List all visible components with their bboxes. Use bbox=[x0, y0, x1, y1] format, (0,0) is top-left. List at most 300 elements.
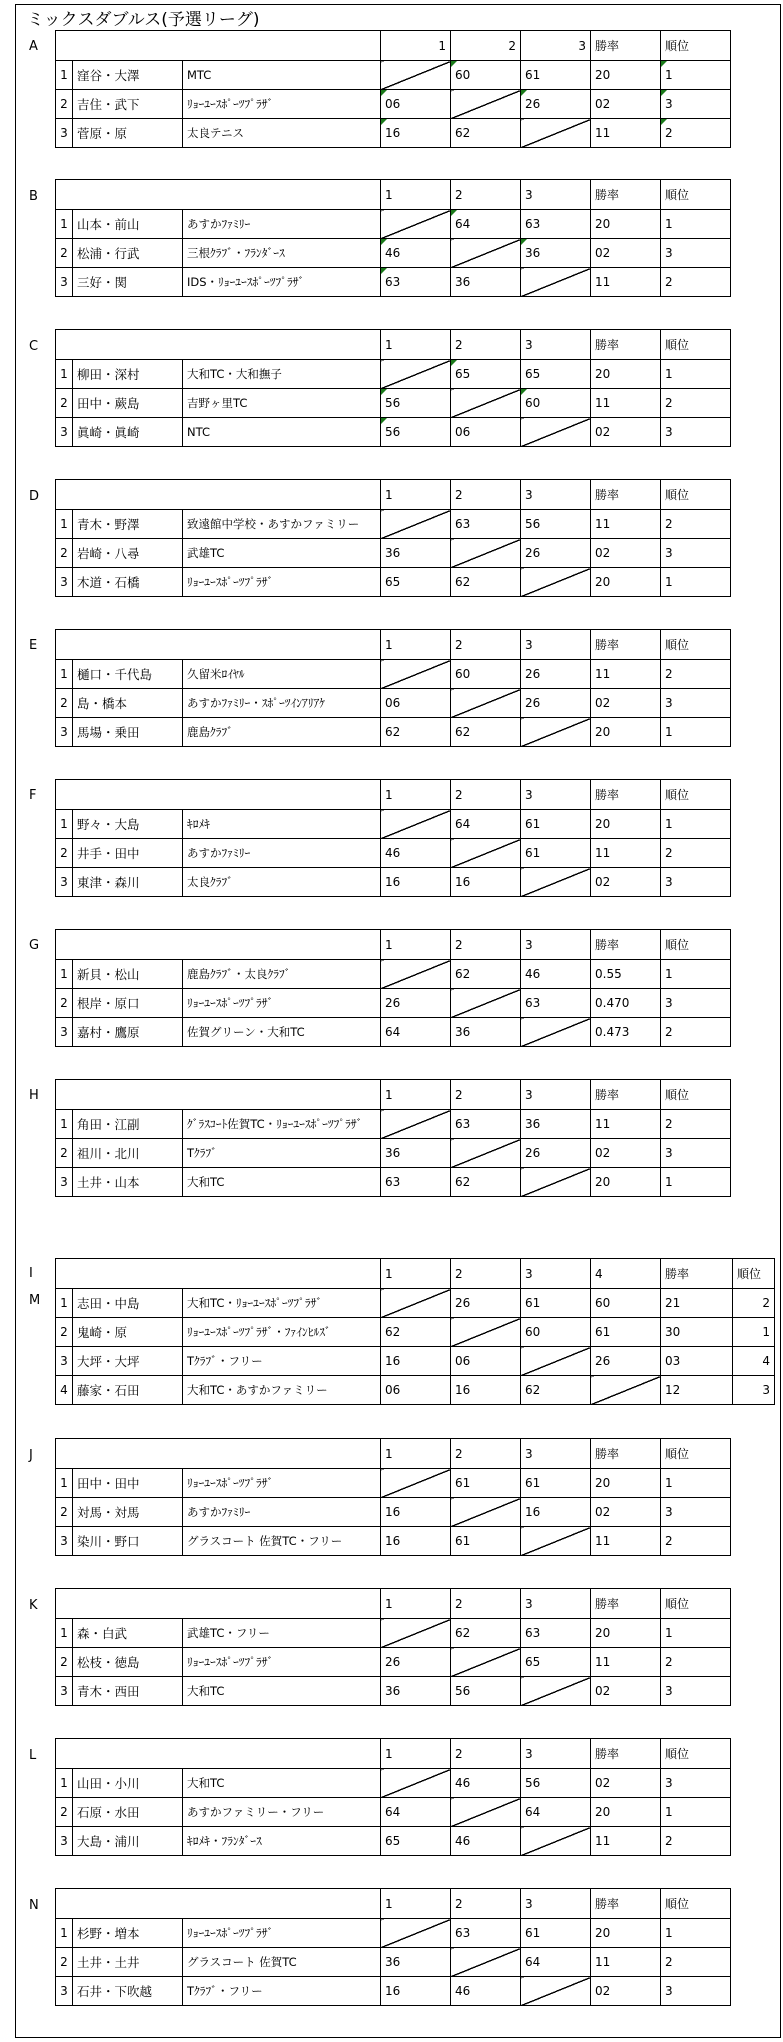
score-cell bbox=[451, 1318, 521, 1347]
club-name: 武雄TC・フリー bbox=[183, 1619, 381, 1648]
entry-number: 3 bbox=[56, 268, 73, 297]
club-name: ﾘｮｰﾕｰｽﾎﾟｰﾂﾌﾟﾗｻﾞ・ﾌｧｲﾝﾋﾙｽﾞ bbox=[183, 1318, 381, 1347]
win-rate: 20 bbox=[591, 1168, 661, 1197]
header-opponent-1: 1 bbox=[381, 1259, 451, 1289]
header-rank: 順位 bbox=[661, 1739, 731, 1769]
win-rate: 12 bbox=[661, 1376, 733, 1405]
club-name: ﾘｮｰﾕｰｽﾎﾟｰﾂﾌﾟﾗｻﾞ bbox=[183, 989, 381, 1018]
club-name: Tｸﾗﾌﾞ bbox=[183, 1139, 381, 1168]
win-rate: 20 bbox=[591, 1798, 661, 1827]
entry-number: 4 bbox=[56, 1376, 73, 1405]
entry-number: 1 bbox=[56, 1469, 73, 1498]
score-cell bbox=[381, 1769, 451, 1798]
score-cell: 63 bbox=[521, 989, 591, 1018]
rank: 2 bbox=[661, 1527, 731, 1556]
header-blank bbox=[56, 1589, 381, 1619]
score-cell: 62 bbox=[451, 1619, 521, 1648]
entry-number: 3 bbox=[56, 418, 73, 447]
score-cell: 64 bbox=[381, 1798, 451, 1827]
comment-marker-icon bbox=[381, 418, 387, 424]
score-cell bbox=[381, 61, 451, 90]
table-row bbox=[56, 568, 731, 597]
win-rate: 02 bbox=[591, 689, 661, 718]
entry-number: 2 bbox=[56, 389, 73, 418]
entry-number: 3 bbox=[56, 119, 73, 148]
score-cell bbox=[451, 1648, 521, 1677]
header-opponent-4: 4 bbox=[591, 1259, 661, 1289]
header-row bbox=[56, 1889, 731, 1919]
win-rate: 02 bbox=[591, 1677, 661, 1706]
entry-number: 2 bbox=[56, 1798, 73, 1827]
win-rate: 11 bbox=[591, 1948, 661, 1977]
player-pair: 青木・野澤 bbox=[73, 510, 183, 539]
club-name: ﾘｮｰﾕｰｽﾎﾟｰﾂﾌﾟﾗｻﾞ bbox=[183, 90, 381, 119]
comment-marker-icon bbox=[381, 119, 387, 125]
club-name: あすかﾌｧﾐﾘｰ・ｽﾎﾟｰﾂｲﾝｱﾘｱｹ bbox=[183, 689, 381, 718]
table-row bbox=[56, 1527, 731, 1556]
entry-number: 1 bbox=[56, 1110, 73, 1139]
win-rate: 02 bbox=[591, 868, 661, 897]
score-cell: 63 bbox=[521, 210, 591, 239]
club-name: 大和TC・大和撫子 bbox=[183, 360, 381, 389]
table-row bbox=[56, 239, 731, 268]
score-cell: 46 bbox=[381, 839, 451, 868]
score-cell: 56 bbox=[381, 418, 451, 447]
club-name: ﾘｮｰﾕｰｽﾎﾟｰﾂﾌﾟﾗｻﾞ bbox=[183, 568, 381, 597]
header-win-rate: 勝率 bbox=[591, 330, 661, 360]
score-cell: 36 bbox=[451, 268, 521, 297]
header-opponent-2: 2 bbox=[451, 1439, 521, 1469]
score-cell: 63 bbox=[521, 1619, 591, 1648]
header-rank: 順位 bbox=[661, 630, 731, 660]
table-row bbox=[56, 210, 731, 239]
score-cell bbox=[451, 239, 521, 268]
header-rank: 順位 bbox=[661, 31, 731, 61]
entry-number: 2 bbox=[56, 90, 73, 119]
win-rate: 11 bbox=[591, 1648, 661, 1677]
header-opponent-2: 2 bbox=[451, 180, 521, 210]
header-opponent-2: 2 bbox=[451, 630, 521, 660]
rank: 1 bbox=[661, 1919, 731, 1948]
header-win-rate: 勝率 bbox=[591, 1439, 661, 1469]
club-name: 鹿島ｸﾗﾌﾞ bbox=[183, 718, 381, 747]
table-row bbox=[56, 1798, 731, 1827]
header-opponent-1: 1 bbox=[381, 630, 451, 660]
header-opponent-1: 1 bbox=[381, 1589, 451, 1619]
score-cell: 06 bbox=[381, 1376, 451, 1405]
rank: 3 bbox=[661, 1977, 731, 2006]
rank: 3 bbox=[661, 418, 731, 447]
table-row bbox=[56, 1347, 775, 1376]
group-table bbox=[55, 179, 731, 297]
score-cell bbox=[381, 210, 451, 239]
score-cell: 46 bbox=[451, 1977, 521, 2006]
score-cell bbox=[381, 1110, 451, 1139]
player-pair: 角田・江副 bbox=[73, 1110, 183, 1139]
header-row bbox=[56, 1080, 731, 1110]
header-blank bbox=[56, 1439, 381, 1469]
entry-number: 2 bbox=[56, 539, 73, 568]
table-row bbox=[56, 61, 731, 90]
club-name: MTC bbox=[183, 61, 381, 90]
rank: 1 bbox=[661, 1469, 731, 1498]
score-cell: 60 bbox=[451, 61, 521, 90]
table-row bbox=[56, 1376, 775, 1405]
header-rank: 順位 bbox=[661, 930, 731, 960]
table-row bbox=[56, 1318, 775, 1347]
player-pair: 樋口・千代島 bbox=[73, 660, 183, 689]
group-label: A bbox=[29, 39, 38, 54]
table-row bbox=[56, 1677, 731, 1706]
score-cell: 62 bbox=[451, 960, 521, 989]
entry-number: 1 bbox=[56, 810, 73, 839]
score-cell: 26 bbox=[521, 539, 591, 568]
player-pair: 大坪・大坪 bbox=[73, 1347, 183, 1376]
group-label: L bbox=[29, 1748, 37, 1763]
group-table bbox=[55, 929, 731, 1047]
score-cell: 62 bbox=[381, 718, 451, 747]
table-row bbox=[56, 1168, 731, 1197]
score-cell bbox=[451, 1498, 521, 1527]
header-row bbox=[56, 1439, 731, 1469]
group-table bbox=[55, 1588, 731, 1706]
score-cell bbox=[451, 1139, 521, 1168]
player-pair: 森・白武 bbox=[73, 1619, 183, 1648]
player-pair: 島・橋本 bbox=[73, 689, 183, 718]
player-pair: 染川・野口 bbox=[73, 1527, 183, 1556]
score-cell: 36 bbox=[521, 239, 591, 268]
score-cell: 64 bbox=[521, 1798, 591, 1827]
club-name: 大和TC bbox=[183, 1168, 381, 1197]
club-name: NTC bbox=[183, 418, 381, 447]
rank: 1 bbox=[661, 61, 731, 90]
score-cell: 26 bbox=[591, 1347, 661, 1376]
score-cell bbox=[451, 539, 521, 568]
header-rank: 順位 bbox=[661, 780, 731, 810]
win-rate: 02 bbox=[591, 1769, 661, 1798]
table-row bbox=[56, 1648, 731, 1677]
score-cell: 16 bbox=[381, 1527, 451, 1556]
player-pair: 土井・土井 bbox=[73, 1948, 183, 1977]
win-rate: 11 bbox=[591, 268, 661, 297]
score-cell: 46 bbox=[451, 1769, 521, 1798]
win-rate: 0.55 bbox=[591, 960, 661, 989]
club-name: グラスコート 佐賀TC・フリー bbox=[183, 1527, 381, 1556]
table-row bbox=[56, 1498, 731, 1527]
header-win-rate: 勝率 bbox=[591, 780, 661, 810]
table-row bbox=[56, 1827, 731, 1856]
table-row bbox=[56, 1948, 731, 1977]
table-row bbox=[56, 1977, 731, 2006]
score-cell bbox=[521, 1347, 591, 1376]
header-opponent-3: 3 bbox=[521, 1589, 591, 1619]
score-cell bbox=[521, 1168, 591, 1197]
rank: 1 bbox=[661, 210, 731, 239]
score-cell: 16 bbox=[451, 1376, 521, 1405]
win-rate: 03 bbox=[661, 1347, 733, 1376]
header-opponent-2: 2 bbox=[451, 1739, 521, 1769]
entry-number: 3 bbox=[56, 1347, 73, 1376]
header-blank bbox=[56, 330, 381, 360]
entry-number: 1 bbox=[56, 210, 73, 239]
header-opponent-3: 3 bbox=[521, 1739, 591, 1769]
entry-number: 2 bbox=[56, 1948, 73, 1977]
entry-number: 1 bbox=[56, 1619, 73, 1648]
score-cell bbox=[381, 360, 451, 389]
header-win-rate: 勝率 bbox=[591, 31, 661, 61]
score-cell: 26 bbox=[451, 1289, 521, 1318]
club-name: 久留米ﾛｲﾔﾙ bbox=[183, 660, 381, 689]
entry-number: 3 bbox=[56, 568, 73, 597]
club-name: 太良テニス bbox=[183, 119, 381, 148]
entry-number: 2 bbox=[56, 1318, 73, 1347]
score-cell: 63 bbox=[381, 1168, 451, 1197]
score-cell: 60 bbox=[521, 1318, 591, 1347]
score-cell bbox=[381, 1289, 451, 1318]
header-opponent-2: 2 bbox=[451, 1889, 521, 1919]
rank: 3 bbox=[661, 989, 731, 1018]
score-cell: 26 bbox=[521, 660, 591, 689]
score-cell bbox=[381, 660, 451, 689]
rank: 4 bbox=[733, 1347, 775, 1376]
score-cell bbox=[521, 568, 591, 597]
player-pair: 根岸・原口 bbox=[73, 989, 183, 1018]
score-cell: 60 bbox=[591, 1289, 661, 1318]
table-row bbox=[56, 119, 731, 148]
header-blank bbox=[56, 630, 381, 660]
player-pair: 藤家・石田 bbox=[73, 1376, 183, 1405]
score-cell bbox=[451, 989, 521, 1018]
score-cell: 65 bbox=[381, 568, 451, 597]
entry-number: 2 bbox=[56, 1498, 73, 1527]
header-rank: 順位 bbox=[733, 1259, 775, 1289]
score-cell: 16 bbox=[451, 868, 521, 897]
club-name: ｸﾞﾗｽｺｰﾄ佐賀TC・ﾘｮｰﾕｰｽﾎﾟｰﾂﾌﾟﾗｻﾞ bbox=[183, 1110, 381, 1139]
rank: 2 bbox=[661, 1827, 731, 1856]
comment-marker-icon bbox=[381, 239, 387, 245]
club-name: あすかファミリー・フリー bbox=[183, 1798, 381, 1827]
group-label: K bbox=[29, 1598, 38, 1613]
score-cell: 63 bbox=[381, 268, 451, 297]
comment-marker-icon bbox=[451, 360, 457, 366]
score-cell bbox=[521, 1677, 591, 1706]
player-pair: 対馬・対馬 bbox=[73, 1498, 183, 1527]
score-cell: 16 bbox=[521, 1498, 591, 1527]
header-row bbox=[56, 480, 731, 510]
score-cell: 36 bbox=[381, 1677, 451, 1706]
score-cell bbox=[451, 1948, 521, 1977]
player-pair: 岩崎・八尋 bbox=[73, 539, 183, 568]
player-pair: 馬場・乗田 bbox=[73, 718, 183, 747]
group-label-alt: M bbox=[29, 1293, 41, 1308]
table-row bbox=[56, 1018, 731, 1047]
entry-number: 1 bbox=[56, 360, 73, 389]
club-name: 佐賀グリーン・大和TC bbox=[183, 1018, 381, 1047]
header-rank: 順位 bbox=[661, 1589, 731, 1619]
score-cell: 64 bbox=[451, 210, 521, 239]
score-cell bbox=[521, 1018, 591, 1047]
rank: 3 bbox=[661, 1139, 731, 1168]
comment-marker-icon bbox=[521, 239, 527, 245]
table-row bbox=[56, 1289, 775, 1318]
club-name: ﾘｮｰﾕｰｽﾎﾟｰﾂﾌﾟﾗｻﾞ bbox=[183, 1648, 381, 1677]
score-cell bbox=[451, 839, 521, 868]
club-name: 太良ｸﾗﾌﾞ bbox=[183, 868, 381, 897]
club-name: 鹿島ｸﾗﾌﾞ・太良ｸﾗﾌﾞ bbox=[183, 960, 381, 989]
table-row bbox=[56, 868, 731, 897]
club-name: 大和TC・あすかファミリー bbox=[183, 1376, 381, 1405]
table-row bbox=[56, 989, 731, 1018]
rank: 2 bbox=[661, 389, 731, 418]
entry-number: 3 bbox=[56, 1677, 73, 1706]
player-pair: 東津・森川 bbox=[73, 868, 183, 897]
group-table bbox=[55, 1258, 775, 1405]
score-cell: 56 bbox=[521, 510, 591, 539]
entry-number: 2 bbox=[56, 1139, 73, 1168]
table-row bbox=[56, 689, 731, 718]
score-cell: 61 bbox=[521, 1919, 591, 1948]
score-cell: 65 bbox=[521, 360, 591, 389]
header-opponent-1: 1 bbox=[381, 31, 451, 61]
group-label: C bbox=[29, 339, 39, 354]
comment-marker-icon bbox=[381, 389, 387, 395]
score-cell: 06 bbox=[381, 90, 451, 119]
score-cell: 16 bbox=[381, 1977, 451, 2006]
entry-number: 2 bbox=[56, 989, 73, 1018]
club-name: IDS・ﾘｮｰﾕｰｽﾎﾟｰﾂﾌﾟﾗｻﾞ bbox=[183, 268, 381, 297]
score-cell: 46 bbox=[451, 1827, 521, 1856]
win-rate: 20 bbox=[591, 718, 661, 747]
score-cell: 61 bbox=[521, 839, 591, 868]
score-cell bbox=[381, 960, 451, 989]
player-pair: 窪谷・大澤 bbox=[73, 61, 183, 90]
club-name: ﾘｮｰﾕｰｽﾎﾟｰﾂﾌﾟﾗｻﾞ bbox=[183, 1919, 381, 1948]
win-rate: 02 bbox=[591, 418, 661, 447]
rank: 1 bbox=[661, 360, 731, 389]
player-pair: 山田・小川 bbox=[73, 1769, 183, 1798]
win-rate: 11 bbox=[591, 389, 661, 418]
score-cell: 61 bbox=[521, 810, 591, 839]
score-cell: 26 bbox=[521, 1139, 591, 1168]
rank: 2 bbox=[661, 1648, 731, 1677]
score-cell bbox=[521, 1977, 591, 2006]
club-name: ｷﾛﾒｷ・ﾌﾗﾝﾀﾞｰｽ bbox=[183, 1827, 381, 1856]
table-row bbox=[56, 539, 731, 568]
win-rate: 02 bbox=[591, 1139, 661, 1168]
group-label: E bbox=[29, 638, 38, 653]
entry-number: 3 bbox=[56, 868, 73, 897]
win-rate: 20 bbox=[591, 61, 661, 90]
entry-number: 1 bbox=[56, 1289, 73, 1318]
header-opponent-3: 3 bbox=[521, 330, 591, 360]
player-pair: 木道・石橋 bbox=[73, 568, 183, 597]
group-table bbox=[55, 629, 731, 747]
header-blank bbox=[56, 1739, 381, 1769]
group-table bbox=[55, 1738, 731, 1856]
rank: 2 bbox=[661, 660, 731, 689]
comment-marker-icon bbox=[661, 90, 667, 96]
group-table bbox=[55, 479, 731, 597]
table-row bbox=[56, 418, 731, 447]
entry-number: 1 bbox=[56, 61, 73, 90]
player-pair: 祖川・北川 bbox=[73, 1139, 183, 1168]
entry-number: 1 bbox=[56, 960, 73, 989]
header-row bbox=[56, 1259, 775, 1289]
score-cell: 62 bbox=[451, 718, 521, 747]
rank: 2 bbox=[733, 1289, 775, 1318]
entry-number: 3 bbox=[56, 1168, 73, 1197]
group-label: J bbox=[29, 1448, 33, 1463]
score-cell: 36 bbox=[381, 539, 451, 568]
header-opponent-2: 2 bbox=[451, 480, 521, 510]
rank: 1 bbox=[733, 1318, 775, 1347]
score-cell bbox=[381, 1919, 451, 1948]
table-row bbox=[56, 510, 731, 539]
score-cell bbox=[521, 268, 591, 297]
header-row bbox=[56, 630, 731, 660]
win-rate: 30 bbox=[661, 1318, 733, 1347]
player-pair: 野々・大島 bbox=[73, 810, 183, 839]
comment-marker-icon bbox=[521, 389, 527, 395]
win-rate: 11 bbox=[591, 510, 661, 539]
player-pair: 柳田・深村 bbox=[73, 360, 183, 389]
club-name: グラスコート 佐賀TC bbox=[183, 1948, 381, 1977]
header-blank bbox=[56, 31, 381, 61]
rank: 2 bbox=[661, 1948, 731, 1977]
score-cell: 62 bbox=[451, 1168, 521, 1197]
player-pair: 吉住・武下 bbox=[73, 90, 183, 119]
win-rate: 02 bbox=[591, 539, 661, 568]
header-opponent-2: 2 bbox=[451, 780, 521, 810]
rank: 3 bbox=[661, 1769, 731, 1798]
entry-number: 1 bbox=[56, 660, 73, 689]
score-cell: 16 bbox=[381, 119, 451, 148]
header-opponent-3: 3 bbox=[521, 630, 591, 660]
rank: 2 bbox=[661, 268, 731, 297]
comment-marker-icon bbox=[381, 268, 387, 274]
win-rate: 02 bbox=[591, 1977, 661, 2006]
header-opponent-3: 3 bbox=[521, 1259, 591, 1289]
header-row bbox=[56, 330, 731, 360]
player-pair: 眞崎・眞崎 bbox=[73, 418, 183, 447]
table-row bbox=[56, 839, 731, 868]
score-cell: 63 bbox=[451, 1919, 521, 1948]
header-rank: 順位 bbox=[661, 1889, 731, 1919]
score-cell bbox=[381, 1619, 451, 1648]
header-opponent-3: 3 bbox=[521, 780, 591, 810]
group-table bbox=[55, 30, 731, 148]
score-cell: 26 bbox=[521, 90, 591, 119]
header-rank: 順位 bbox=[661, 330, 731, 360]
header-opponent-1: 1 bbox=[381, 180, 451, 210]
rank: 1 bbox=[661, 960, 731, 989]
rank: 2 bbox=[661, 1110, 731, 1139]
score-cell: 62 bbox=[521, 1376, 591, 1405]
header-win-rate: 勝率 bbox=[661, 1259, 733, 1289]
score-cell: 61 bbox=[451, 1469, 521, 1498]
score-cell: 62 bbox=[451, 568, 521, 597]
rank: 3 bbox=[661, 539, 731, 568]
club-name: あすかﾌｧﾐﾘｰ bbox=[183, 839, 381, 868]
header-rank: 順位 bbox=[661, 1080, 731, 1110]
score-cell: 61 bbox=[521, 1289, 591, 1318]
score-cell bbox=[451, 389, 521, 418]
group-label: N bbox=[29, 1898, 39, 1913]
score-cell: 64 bbox=[451, 810, 521, 839]
table-row bbox=[56, 718, 731, 747]
header-opponent-3: 3 bbox=[521, 31, 591, 61]
header-opponent-1: 1 bbox=[381, 480, 451, 510]
